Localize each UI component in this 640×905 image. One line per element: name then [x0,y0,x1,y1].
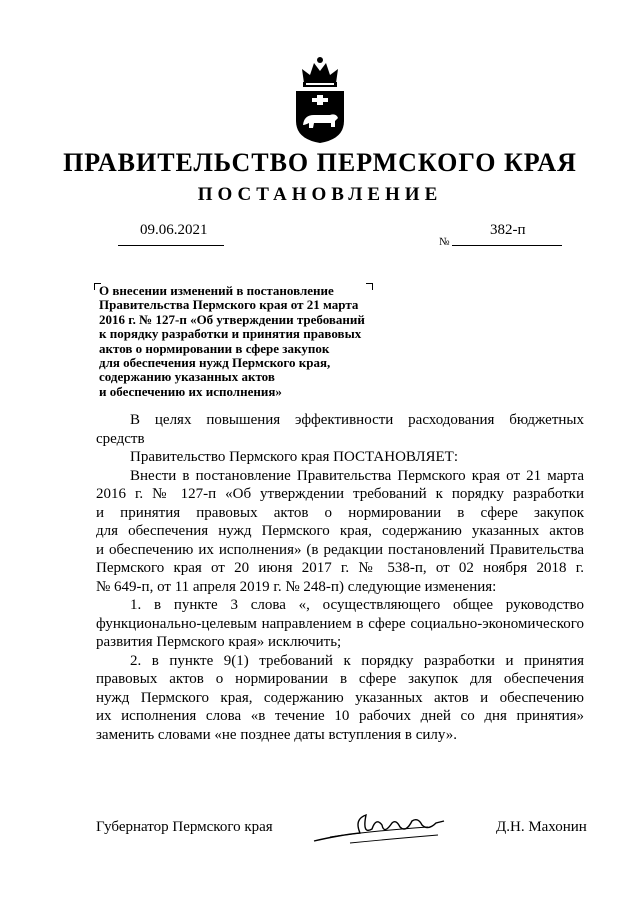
paragraph-purpose [96,411,584,448]
document-number: 382-п [490,222,526,238]
body-line: Внести в постановление Правительства Пермского края от 21 марта [130,467,584,484]
subject-line: для обеспечения нужд Пермского края, [99,355,331,371]
body-line: № 649-п, от 11 апреля 2019 г. № 248-п) следующие изменения: [96,578,497,595]
subject-line: содержанию указанных актов [99,369,275,385]
body-line: Правительство Пермского края ПОСТАНОВЛЯЕТ: [130,449,459,465]
body-line: В целях повышения эффективности расходования бюджетных [130,412,584,428]
subject-line: к порядку разработки и принятия правовых [99,326,362,342]
body-line: для обеспечения нужд Пермского края, содержанию указанных актов [96,523,584,539]
body-line: 2. в пункте 9(1) требований к порядку разработки и принятия [130,652,584,669]
date-underline [118,245,224,246]
body-line: 2016 г. № 127-п «Об утверждении требований к порядку разработки [96,486,584,502]
subject-line: Правительства Пермского края от 21 марта [99,297,359,313]
body-line: их исполнения слова «в течение 10 рабочих дней со дня принятия» [96,708,584,724]
body-line: и обеспечению их исполнения» (в редакции постановлений Правительства [96,541,584,558]
coat-of-arms-icon [290,55,350,145]
subject-line: О внесении изменений в постановление [99,283,334,298]
signatory-role: Губернатор Пермского края [96,819,273,835]
body-line: 1. в пункте 3 слова «, осуществляющего общее руководство [130,597,584,613]
subject-line: актов о нормировании в сфере закупок [99,340,330,356]
body-line: развития Пермского края» исключить; [96,634,342,650]
body-line: функционально-целевым направлением в сфере социально-экономического [96,615,584,632]
body-line: правовых актов о нормировании в сфере закупок для обеспечения [96,671,584,687]
paragraph-amendment [96,467,584,597]
paragraph-resolves [96,448,584,467]
document-subject [99,284,429,399]
signatory-name: Д.Н. Махонин [496,819,587,835]
document-body [96,411,584,744]
body-line: нужд Пермского края, содержанию указанных актов и обеспечению [96,689,584,706]
body-line: и принятия правовых актов о нормировании в сфере закупок [96,504,584,521]
signature-icon [310,805,450,850]
body-line: Пермского края от 20 июня 2017 г. № 538-п, от 02 ноября 2018 г. [96,560,584,576]
document-type: ПОСТАНОВЛЕНИЕ [197,184,443,205]
number-underline [452,245,562,246]
paragraph-item-1 [96,596,584,652]
body-line: заменить словами «не позднее даты вступления в силу». [96,726,458,743]
document-date: 09.06.2021 [140,222,208,238]
number-sign: № [439,236,450,248]
organization-title: ПРАВИТЕЛЬСТВО ПЕРМСКОГО КРАЯ [63,148,577,177]
body-line: средств [96,430,145,447]
subject-line: 2016 г. № 127-п «Об утверждении требований [99,311,365,327]
paragraph-item-2 [96,652,584,745]
subject-line: и обеспечению их исполнения» [99,383,282,399]
